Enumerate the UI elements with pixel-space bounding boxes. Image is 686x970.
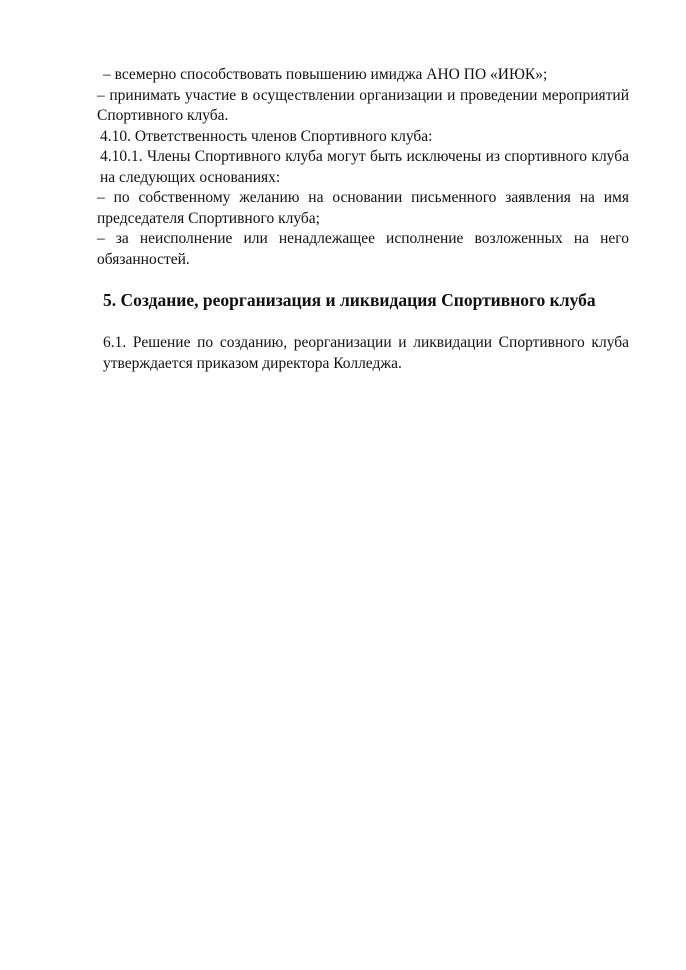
paragraph-non-performance: – за неисполнение или ненадлежащее исполнение возложенных на него обязанностей. <box>97 230 629 268</box>
paragraph-6-1: 6.1. Решение по созданию, реорганизации и ликвидации Спортивного клуба утверждается приказом директора Колледжа. <box>103 334 629 372</box>
section-5-text <box>97 333 629 374</box>
paragraph-voluntary-exit: – по собственному желанию на основании письменного заявления на имя председателя Спортивного клуба; <box>97 189 629 227</box>
paragraph-4-10-1: 4.10.1. Члены Спортивного клуба могут быть исключены из спортивного клуба на следующих основаниях: <box>100 148 629 186</box>
section-4-text <box>97 65 629 270</box>
paragraph-improve-image: – всемерно способствовать повышению имиджа АНО ПО «ИЮК»; <box>103 66 548 83</box>
paragraph-participate-events: – принимать участие в осуществлении организации и проведении мероприятий Спортивного клуба. <box>97 86 629 124</box>
section-5-heading: 5. Создание, реорганизация и ликвидация Спортивного клуба <box>103 290 596 310</box>
paragraph-4-10-heading: 4.10. Ответственность членов Спортивного клуба: <box>100 127 433 145</box>
